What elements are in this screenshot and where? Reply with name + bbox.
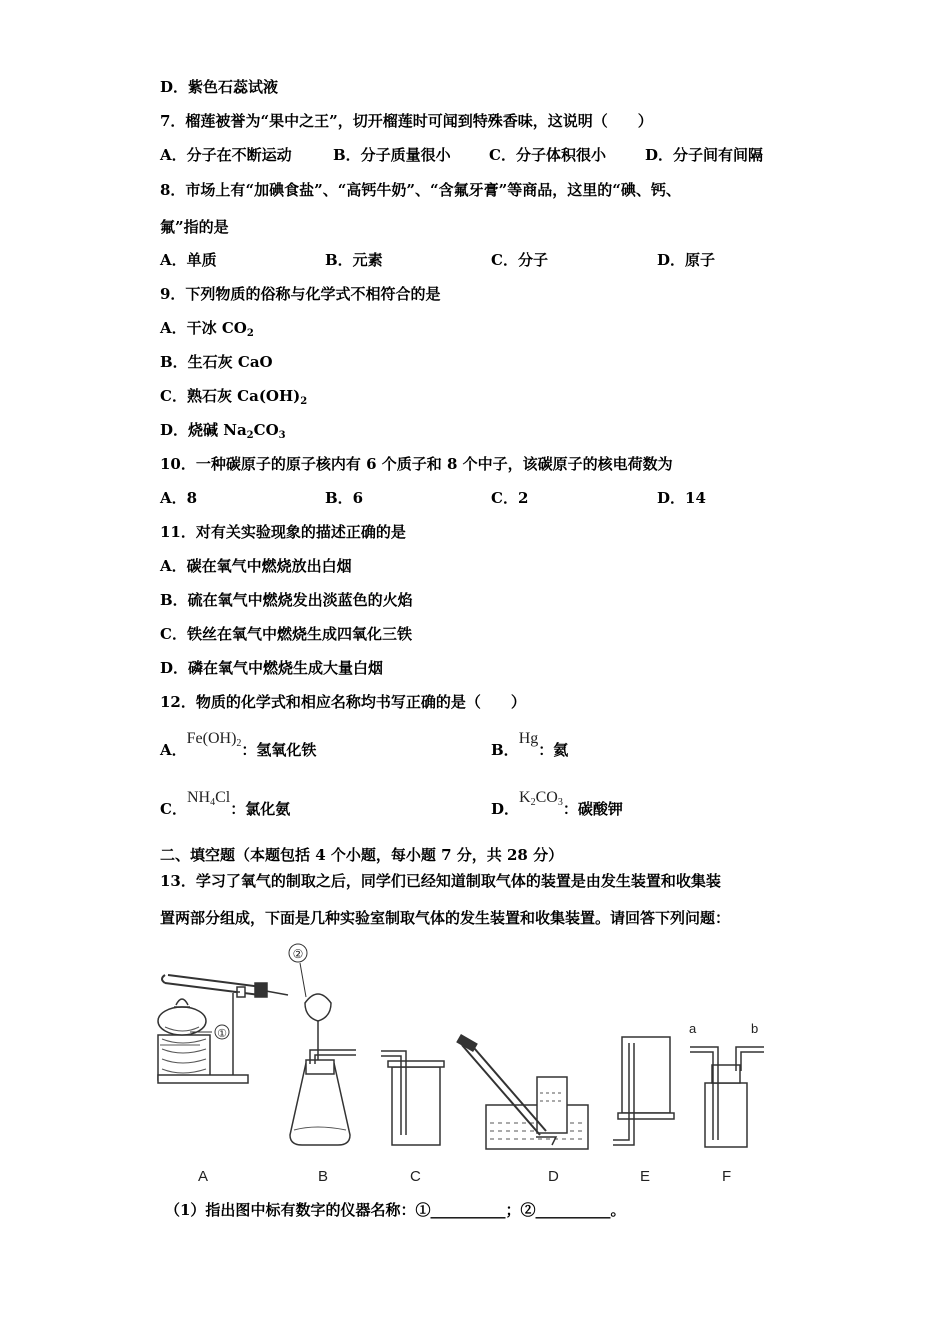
q7-stem: 7．榴莲被誉为“果中之王”，切开榴莲时可闻到特殊香味，这说明（ ）	[160, 112, 653, 130]
mark-1: ①	[217, 1028, 227, 1040]
q12-option-a: A．$Fe(OH)_2$：氢氧化铁	[160, 730, 317, 759]
q11-stem: 11．对有关实验现象的描述正确的是	[160, 523, 406, 541]
q13-sub-question-1: （1）指出图中标有数字的仪器名称：①__________；②__________。	[165, 1201, 626, 1219]
q8-stem-line1: 8．市场上有“加碘食盐”、“高钙牛奶”、“含氟牙膏”等商品，这里的“碘、钙、	[160, 181, 681, 199]
q11-option-b: B．硫在氧气中燃烧发出淡蓝色的火焰	[160, 591, 413, 609]
section-2-heading: 二、填空题（本题包括 4 个小题，每小题 7 分，共 28 分）	[160, 846, 564, 864]
q11-option-a: A．碳在氧气中燃烧放出白烟	[160, 557, 352, 575]
apparatus-figure	[0, 935, 950, 1195]
apparatus-f	[689, 1021, 764, 1147]
port-b-label: b	[751, 1021, 759, 1036]
figure-label-e: E	[640, 1168, 651, 1185]
q7-option-a: A．分子在不断运动	[160, 146, 292, 164]
q10-option-d: D．14	[657, 489, 706, 507]
q7-option-c: C．分子体积很小	[489, 146, 606, 164]
q8-option-d: D．原子	[657, 251, 716, 269]
q9-option-b: B．生石灰 CaO	[160, 353, 273, 371]
q7-option-d: D．分子间有间隔	[645, 146, 764, 164]
figure-label-d: D	[548, 1168, 559, 1185]
q13-stem-line2: 置两部分组成，下面是几种实验室制取气体的发生装置和收集装置。请回答下列问题：	[160, 909, 731, 927]
q11-option-c: C．铁丝在氧气中燃烧生成四氧化三铁	[160, 625, 412, 643]
apparatus-d	[457, 1035, 588, 1149]
q8-option-c: C．分子	[491, 251, 548, 269]
figure-label-c: C	[410, 1168, 421, 1185]
q12-stem: 12．物质的化学式和相应名称均书写正确的是（ ）	[160, 693, 526, 711]
q13-stem-line1: 13．学习了氧气的制取之后，同学们已经知道制取气体的装置是由发生装置和收集装	[160, 872, 721, 890]
figure-label-f: F	[722, 1168, 732, 1185]
q8-stem-line2: 氟”指的是	[160, 218, 229, 236]
figure-label-b: B	[318, 1168, 329, 1185]
apparatus-b	[289, 944, 356, 1145]
q9-option-d: D．烧碱 $Na_2CO_3$	[160, 421, 286, 441]
q10-stem: 10．一种碳原子的原子核内有 6 个质子和 8 个中子，该碳原子的核电荷数为	[160, 455, 673, 473]
q9-stem: 9．下列物质的俗称与化学式不相符合的是	[160, 285, 441, 303]
apparatus-a	[158, 975, 288, 1083]
q8-option-b: B．元素	[325, 251, 383, 269]
apparatus-c	[381, 1051, 444, 1145]
q9-option-a: A．干冰 $CO_2$	[160, 319, 254, 339]
q7-option-b: B．分子质量很小	[333, 146, 451, 164]
q8-option-a: A．单质	[160, 251, 217, 269]
q10-option-b: B．6	[325, 489, 364, 507]
q12-option-c: C．$NH_4Cl$：氯化氨	[160, 789, 291, 818]
q9-option-c: C．熟石灰 $Ca(OH)_2$	[160, 387, 308, 407]
apparatus-e	[613, 1037, 674, 1145]
figure-label-a: A	[198, 1168, 209, 1185]
q10-option-c: C．2	[491, 489, 529, 507]
q12-option-d: D．$K_2CO_3$：碳酸钾	[491, 789, 623, 818]
q6-option-d: D．紫色石蕊试液	[160, 78, 279, 96]
q10-option-a: A．8	[160, 489, 198, 507]
mark-2: ②	[292, 947, 304, 961]
q11-option-d: D．磷在氧气中燃烧生成大量白烟	[160, 659, 384, 677]
q12-option-b: B．Hg：氦	[491, 730, 569, 759]
port-a-label: a	[689, 1021, 697, 1036]
